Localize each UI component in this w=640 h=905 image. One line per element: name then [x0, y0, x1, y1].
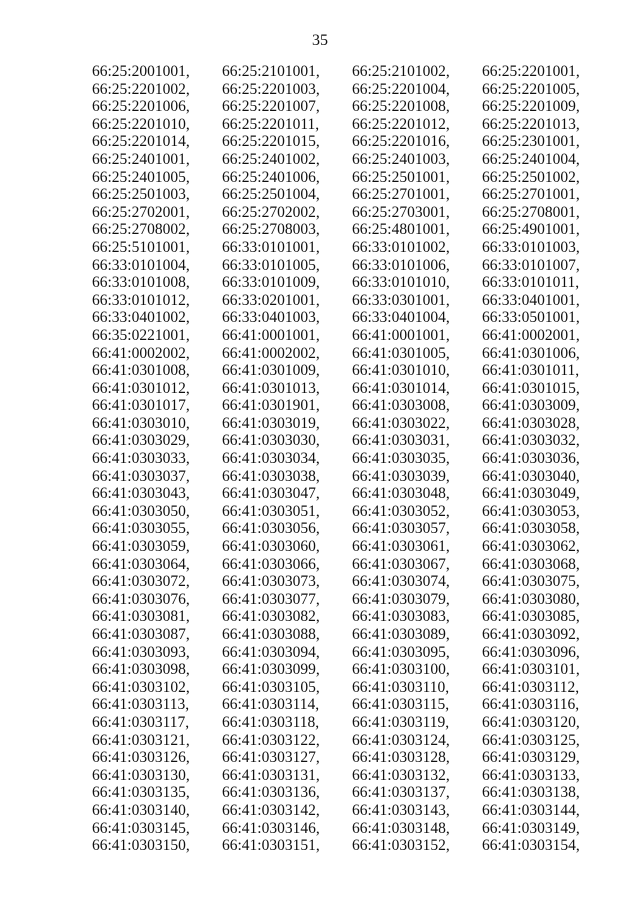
cadastral-number: 66:41:0303057, [352, 520, 450, 538]
cadastral-number: 66:41:0303083, [352, 608, 450, 626]
cadastral-number: 66:41:0303145, [92, 819, 190, 837]
cadastral-number: 66:25:2201003, [222, 80, 320, 98]
cadastral-number: 66:41:0303074, [352, 573, 450, 591]
cadastral-number: 66:41:0303101, [482, 661, 580, 679]
cadastral-number: 66:41:0303039, [352, 467, 450, 485]
cadastral-number: 66:41:0303132, [352, 766, 450, 784]
cadastral-number: 66:25:2701001, [352, 186, 450, 204]
cadastral-number: 66:41:0303122, [222, 731, 320, 749]
cadastral-number: 66:25:2401005, [92, 168, 190, 186]
cadastral-number: 66:41:0303050, [92, 502, 190, 520]
cadastral-number: 66:33:0101010, [352, 274, 450, 292]
cadastral-number: 66:41:0303008, [352, 397, 450, 415]
cadastral-number: 66:41:0303073, [222, 573, 320, 591]
cadastral-number: 66:25:2501003, [92, 186, 190, 204]
cadastral-number: 66:41:0303118, [222, 713, 320, 731]
cadastral-number: 66:41:0303110, [352, 678, 450, 696]
cadastral-number: 66:41:0303076, [92, 590, 190, 608]
cadastral-number: 66:33:0501001, [482, 309, 580, 327]
cadastral-number: 66:41:0303072, [92, 573, 190, 591]
cadastral-number: 66:41:0303036, [482, 450, 580, 468]
cadastral-number: 66:41:0303087, [92, 626, 190, 643]
cadastral-number: 66:41:0303152, [352, 837, 450, 855]
cadastral-number: 66:25:4801001, [352, 221, 450, 239]
cadastral-number: 66:25:2702001, [92, 203, 190, 221]
cadastral-number: 66:41:0303064, [92, 555, 190, 573]
cadastral-number: 66:41:0303093, [92, 643, 190, 661]
cadastral-number: 66:25:2201012, [352, 115, 450, 133]
cadastral-number: 66:41:0301008, [92, 362, 190, 380]
cadastral-number: 66:41:0303128, [352, 749, 450, 767]
cadastral-number: 66:41:0303100, [352, 661, 450, 679]
cadastral-number: 66:25:2201014, [92, 133, 190, 151]
cadastral-number: 66:41:0303056, [222, 520, 320, 538]
cadastral-number: 66:25:2201002, [92, 80, 190, 98]
cadastral-number: 66:41:0303079, [352, 590, 450, 608]
cadastral-number: 66:25:2702002, [222, 203, 320, 221]
cadastral-number: 66:41:0303096, [482, 643, 580, 661]
cadastral-number: 66:41:0303105, [222, 678, 320, 696]
cadastral-number: 66:41:0303085, [482, 608, 580, 626]
cadastral-number: 66:41:0301005, [352, 344, 450, 362]
cadastral-number: 66:41:0303037, [92, 467, 190, 485]
cadastral-number: 66:25:2401001, [92, 150, 190, 168]
cadastral-number: 66:25:2201011, [222, 115, 320, 133]
cadastral-number: 66:33:0101009, [222, 274, 320, 292]
cadastral-number: 66:41:0303043, [92, 485, 190, 503]
cadastral-number: 66:41:0303061, [352, 538, 450, 556]
cadastral-number: 66:25:2101001, [222, 63, 320, 80]
cadastral-number: 66:41:0303131, [222, 766, 320, 784]
cadastral-number: 66:25:2201010, [92, 115, 190, 133]
cadastral-number: 66:41:0303081, [92, 608, 190, 626]
cadastral-number: 66:41:0303032, [482, 432, 580, 450]
cadastral-number: 66:41:0303151, [222, 837, 320, 855]
cadastral-number: 66:33:0101006, [352, 256, 450, 274]
cadastral-number: 66:41:0303068, [482, 555, 580, 573]
cadastral-number: 66:41:0303117, [92, 713, 190, 731]
cadastral-number: 66:41:0303055, [92, 520, 190, 538]
cadastral-number: 66:33:0401001, [482, 291, 580, 309]
cadastral-number: 66:41:0303030, [222, 432, 320, 450]
cadastral-number: 66:41:0303094, [222, 643, 320, 661]
cadastral-number: 66:41:0303125, [482, 731, 580, 749]
cadastral-number: 66:41:0303121, [92, 731, 190, 749]
cadastral-number: 66:41:0303066, [222, 555, 320, 573]
cadastral-number: 66:41:0301009, [222, 362, 320, 380]
cadastral-number: 66:25:2201006, [92, 98, 190, 116]
cadastral-number: 66:33:0101003, [482, 238, 580, 256]
cadastral-number: 66:25:2201008, [352, 98, 450, 116]
cadastral-number: 66:41:0303115, [352, 696, 450, 714]
cadastral-number: 66:41:0303133, [482, 766, 580, 784]
cadastral-number: 66:41:0303138, [482, 784, 580, 802]
cadastral-number: 66:41:0303092, [482, 626, 580, 643]
cadastral-number: 66:41:0303048, [352, 485, 450, 503]
cadastral-number: 66:41:0303088, [222, 626, 320, 643]
cadastral-number: 66:25:2201009, [482, 98, 580, 116]
cadastral-number: 66:41:0301014, [352, 379, 450, 397]
cadastral-number: 66:41:0303099, [222, 661, 320, 679]
cadastral-number: 66:33:0401004, [352, 309, 450, 327]
cadastral-number: 66:41:0303089, [352, 626, 450, 643]
cadastral-number: 66:41:0303114, [222, 696, 320, 714]
cadastral-number: 66:41:0303137, [352, 784, 450, 802]
cadastral-number: 66:41:0303029, [92, 432, 190, 450]
cadastral-number: 66:25:2201016, [352, 133, 450, 151]
cadastral-number: 66:25:2401004, [482, 150, 580, 168]
cadastral-number: 66:41:0303040, [482, 467, 580, 485]
cadastral-number: 66:33:0101007, [482, 256, 580, 274]
cadastral-number: 66:41:0002002, [92, 344, 190, 362]
cadastral-number: 66:41:0303031, [352, 432, 450, 450]
cadastral-number: 66:25:2708002, [92, 221, 190, 239]
cadastral-number: 66:25:2401002, [222, 150, 320, 168]
cadastral-number: 66:41:0303010, [92, 414, 190, 432]
cadastral-number: 66:25:2501004, [222, 186, 320, 204]
cadastral-number: 66:25:2101002, [352, 63, 450, 80]
cadastral-number: 66:25:2201013, [482, 115, 580, 133]
cadastral-number: 66:41:0303034, [222, 450, 320, 468]
cadastral-number: 66:41:0303144, [482, 801, 580, 819]
cadastral-number: 66:41:0303049, [482, 485, 580, 503]
cadastral-number: 66:33:0101008, [92, 274, 190, 292]
cadastral-number: 66:41:0301015, [482, 379, 580, 397]
cadastral-number: 66:41:0303129, [482, 749, 580, 767]
cadastral-number: 66:41:0303080, [482, 590, 580, 608]
cadastral-number: 66:41:0303098, [92, 661, 190, 679]
cadastral-number: 66:41:0303095, [352, 643, 450, 661]
cadastral-number: 66:33:0201001, [222, 291, 320, 309]
cadastral-number: 66:25:2201015, [222, 133, 320, 151]
cadastral-number: 66:25:2501002, [482, 168, 580, 186]
cadastral-number: 66:41:0303033, [92, 450, 190, 468]
cadastral-number: 66:41:0001001, [222, 326, 320, 344]
cadastral-number: 66:33:0401002, [92, 309, 190, 327]
cadastral-number: 66:41:0301012, [92, 379, 190, 397]
cadastral-number: 66:35:0221001, [92, 326, 190, 344]
cadastral-number: 66:25:2708001, [482, 203, 580, 221]
cadastral-number: 66:33:0301001, [352, 291, 450, 309]
cadastral-number-list [92, 63, 612, 855]
cadastral-number: 66:41:0303140, [92, 801, 190, 819]
cadastral-number: 66:41:0303038, [222, 467, 320, 485]
cadastral-number: 66:41:0303119, [352, 713, 450, 731]
cadastral-number: 66:25:2401003, [352, 150, 450, 168]
cadastral-number: 66:41:0303035, [352, 450, 450, 468]
cadastral-number: 66:25:2401006, [222, 168, 320, 186]
cadastral-number: 66:41:0002001, [482, 326, 580, 344]
cadastral-number: 66:41:0303146, [222, 819, 320, 837]
cadastral-number: 66:41:0303113, [92, 696, 190, 714]
cadastral-number: 66:41:0303127, [222, 749, 320, 767]
cadastral-number: 66:41:0303148, [352, 819, 450, 837]
cadastral-number: 66:25:2001001, [92, 63, 190, 80]
cadastral-number: 66:41:0303142, [222, 801, 320, 819]
cadastral-number: 66:41:0303075, [482, 573, 580, 591]
cadastral-number: 66:41:0303126, [92, 749, 190, 767]
cadastral-number: 66:25:2701001, [482, 186, 580, 204]
cadastral-number: 66:41:0303136, [222, 784, 320, 802]
cadastral-number: 66:33:0101002, [352, 238, 450, 256]
cadastral-number: 66:41:0303124, [352, 731, 450, 749]
cadastral-number: 66:33:0101001, [222, 238, 320, 256]
cadastral-number: 66:41:0301010, [352, 362, 450, 380]
cadastral-number: 66:41:0303112, [482, 678, 580, 696]
cadastral-number: 66:25:2708003, [222, 221, 320, 239]
cadastral-number: 66:41:0303022, [352, 414, 450, 432]
cadastral-number: 66:25:2501001, [352, 168, 450, 186]
cadastral-number: 66:25:4901001, [482, 221, 580, 239]
cadastral-number: 66:41:0303154, [482, 837, 580, 855]
cadastral-number: 66:41:0303067, [352, 555, 450, 573]
cadastral-number: 66:25:2201001, [482, 63, 580, 80]
cadastral-number: 66:41:0303150, [92, 837, 190, 855]
cadastral-number: 66:41:0303143, [352, 801, 450, 819]
cadastral-number: 66:33:0101005, [222, 256, 320, 274]
cadastral-number: 66:41:0303009, [482, 397, 580, 415]
cadastral-number: 66:41:0303102, [92, 678, 190, 696]
cadastral-number: 66:41:0303135, [92, 784, 190, 802]
cadastral-number: 66:25:2201007, [222, 98, 320, 116]
cadastral-number: 66:25:2301001, [482, 133, 580, 151]
cadastral-number: 66:25:5101001, [92, 238, 190, 256]
cadastral-number: 66:41:0303130, [92, 766, 190, 784]
cadastral-number: 66:25:2703001, [352, 203, 450, 221]
cadastral-number: 66:33:0101004, [92, 256, 190, 274]
cadastral-number: 66:41:0303053, [482, 502, 580, 520]
cadastral-number: 66:41:0303060, [222, 538, 320, 556]
cadastral-number: 66:41:0301006, [482, 344, 580, 362]
cadastral-number: 66:41:0303062, [482, 538, 580, 556]
cadastral-number: 66:41:0303120, [482, 713, 580, 731]
page-number: 35 [312, 32, 328, 49]
cadastral-number: 66:41:0301017, [92, 397, 190, 415]
cadastral-number: 66:41:0002002, [222, 344, 320, 362]
cadastral-number: 66:33:0101012, [92, 291, 190, 309]
cadastral-number: 66:41:0301013, [222, 379, 320, 397]
cadastral-number: 66:33:0401003, [222, 309, 320, 327]
cadastral-number: 66:41:0301011, [482, 362, 580, 380]
cadastral-number: 66:41:0303052, [352, 502, 450, 520]
cadastral-number: 66:41:0303028, [482, 414, 580, 432]
cadastral-number: 66:41:0303059, [92, 538, 190, 556]
cadastral-number: 66:41:0303047, [222, 485, 320, 503]
cadastral-number: 66:41:0303058, [482, 520, 580, 538]
cadastral-number: 66:41:0303019, [222, 414, 320, 432]
cadastral-number: 66:41:0303116, [482, 696, 580, 714]
cadastral-number: 66:41:0303149, [482, 819, 580, 837]
cadastral-number: 66:25:2201004, [352, 80, 450, 98]
cadastral-number: 66:41:0301901, [222, 397, 320, 415]
cadastral-number: 66:25:2201005, [482, 80, 580, 98]
cadastral-number: 66:41:0303082, [222, 608, 320, 626]
cadastral-number: 66:41:0303077, [222, 590, 320, 608]
cadastral-number: 66:41:0303051, [222, 502, 320, 520]
cadastral-number: 66:41:0001001, [352, 326, 450, 344]
cadastral-number: 66:33:0101011, [482, 274, 580, 292]
